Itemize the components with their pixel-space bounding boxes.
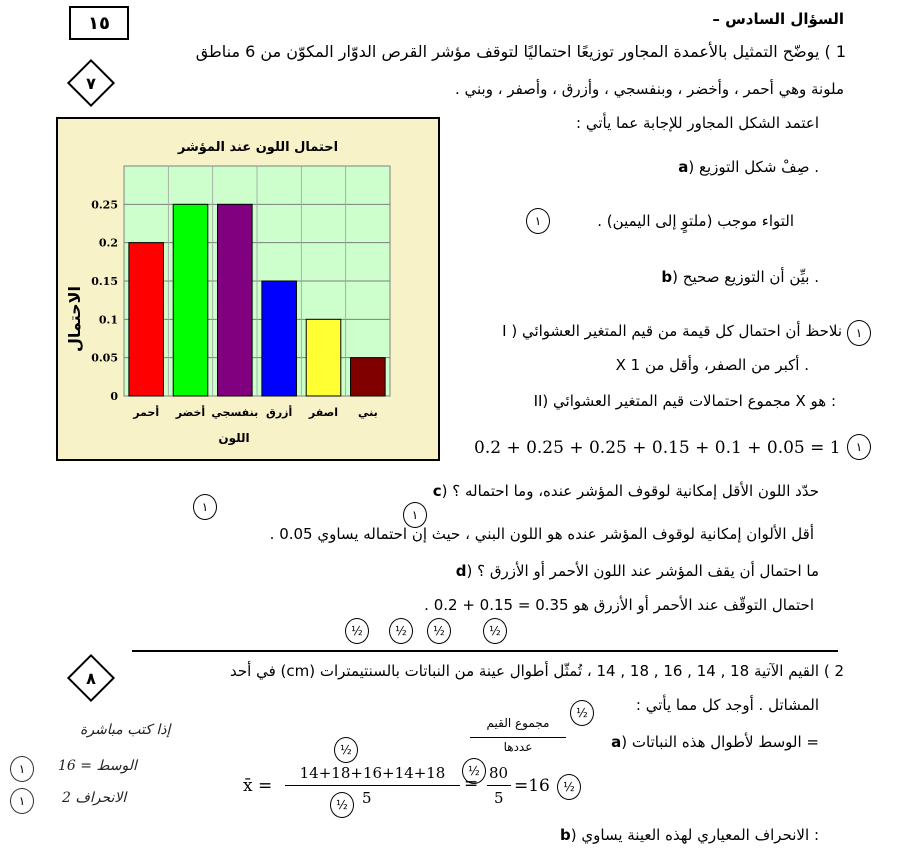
q2-b-text: ) الانحراف المعياري لهذه العينة يساوي :: [570, 826, 819, 844]
bar-chart: [56, 117, 440, 461]
x-tick-label: اصفر: [308, 406, 339, 419]
y-tick-label: 0.05: [91, 351, 118, 365]
q2-b-label: b: [560, 826, 571, 844]
chart-svg: [58, 119, 438, 459]
y-tick-labels: [91, 198, 118, 403]
bar-2: [218, 204, 253, 396]
half-mark-circle-icon: ½: [330, 792, 354, 818]
q1-b-i-cont: X أكبر من الصفر، وأقل من 1 .: [615, 356, 809, 374]
fraction-bar: [487, 785, 511, 786]
page-number: ١٥: [88, 12, 110, 34]
mean-result: =16: [514, 776, 550, 796]
x-tick-labels: [132, 405, 378, 419]
q1-a-text: ) صِفْ شكل التوزيع .: [688, 158, 819, 176]
section-divider: [132, 650, 838, 652]
q1-d-question: [456, 562, 819, 580]
handwritten-mark-circle-icon: ١: [10, 756, 34, 782]
q1-b-question: [661, 268, 819, 286]
q2-intro-line1: 2 ) القيم الآتية 18 , 14 , 16 , 18 , 14 ، تُمثّل أطوال عينة من النباتات بالسنتيمترات (cm) في أحد: [230, 662, 844, 680]
mark-value: ١: [855, 440, 863, 454]
q2-marks: ٨: [86, 668, 96, 688]
y-axis-label: الاحتمال: [65, 285, 84, 353]
fraction-bar: [285, 785, 460, 786]
q1-d-text: ) ما احتمال أن يقف المؤشر عند اللون الأحمر أو الأزرق ؟: [466, 562, 819, 580]
page-number-box: [69, 6, 129, 40]
mark-value: ١: [201, 500, 209, 514]
q1-d-label: d: [455, 562, 467, 580]
bar-3: [262, 281, 297, 396]
mark-value: ١: [855, 326, 863, 340]
q1-intro-line2: ملونة وهي أحمر ، وأخضر ، وبنفسجي ، وأزرق ، وأصفر ، وبني .: [454, 80, 844, 98]
handwritten-note-3: الانحراف 2: [62, 790, 127, 806]
q2-fraction-denominator: عددها: [503, 740, 533, 754]
q1-c-label: c: [432, 482, 442, 500]
x-tick-label: أحمر: [133, 406, 160, 419]
q1-c-text: ) حدّد اللون الأقل إمكانية لوقوف المؤشر عنده، وما احتماله ؟: [441, 482, 819, 500]
q1-intro-line3: اعتمد الشكل المجاور للإجابة عما يأتي :: [576, 114, 819, 132]
q1-a-label: a: [678, 158, 689, 176]
q1-d-answer: احتمال التوقّف عند الأحمر أو الأزرق هو 0.35 = 0.15 + 0.2 .: [424, 596, 814, 614]
fraction-bar: [470, 737, 566, 738]
mean-denominator-2: 5: [494, 789, 504, 807]
half-mark-circle-icon: ½: [427, 618, 451, 644]
mean-denominator: 5: [362, 789, 372, 807]
half-mark-circle-icon: ½: [462, 758, 486, 784]
handwritten-note-2: الوسط = 16: [58, 758, 137, 774]
mean-numerator-2: 80: [489, 764, 509, 782]
half-mark-circle-icon: ½: [570, 700, 594, 726]
half-mark-circle-icon: ½: [557, 774, 581, 800]
mark-value: ١: [534, 214, 542, 228]
mean-numerator: 14+18+16+14+18: [299, 764, 446, 782]
mark-circle-icon: [193, 494, 217, 520]
mark-circle-icon: [847, 434, 871, 460]
x-tick-label: بني: [357, 406, 378, 419]
mark-circle-icon: [847, 320, 871, 346]
y-tick-label: 0.2: [98, 236, 118, 250]
q1-a-answer: التواء موجب (ملتوٍ إلى اليمين) .: [597, 212, 794, 230]
q1-a-question: [678, 158, 819, 176]
q1-intro-line1: 1 ) يوضّح التمثيل بالأعمدة المجاور توزيعًا احتماليًا لتوقف مؤشر القرص الدوّار المكوّن من 6 مناطق: [195, 42, 846, 61]
mark-value: ١: [411, 508, 419, 522]
handwritten-mark-circle-icon: ١: [10, 788, 34, 814]
q1-b-i: I ) نلاحظ أن احتمال كل قيمة من قيم المتغير العشوائي: [502, 322, 842, 340]
q2-intro-line2: المشاتل . أوجد كل مما يأتي :: [635, 696, 819, 714]
q2-a-question: [611, 733, 819, 751]
x-axis-label: اللون: [218, 431, 250, 445]
x-tick-label: أخضر: [175, 406, 206, 419]
half-mark-circle-icon: ½: [389, 618, 413, 644]
y-tick-label: 0.25: [91, 198, 118, 212]
half-mark-circle-icon: ½: [345, 618, 369, 644]
q1-c-question: [433, 482, 819, 500]
equals-sign: =: [464, 774, 479, 794]
q1-marks-diamond: [68, 60, 114, 106]
q2-a-label: a: [611, 733, 622, 751]
q2-a-text: ) الوسط لأطوال هذه النباتات =: [621, 733, 819, 751]
q1-b-sum: 0.2 + 0.25 + 0.25 + 0.15 + 0.1 + 0.05 = 1: [474, 438, 841, 458]
handwritten-note-1: إذا كتب مباشرة: [80, 722, 171, 738]
q1-b-text: ) بيِّن أن التوزيع صحيح .: [672, 268, 819, 286]
x-bar-symbol: x̄ =: [243, 776, 273, 796]
q1-c-answer: أقل الألوان إمكانية لوقوف المؤشر عنده هو اللون البني ، حيث إن احتماله يساوي 0.05 .: [269, 525, 814, 543]
bar-4: [306, 319, 341, 396]
q2-b-question: [560, 826, 819, 844]
q1-b-ii: II) مجموع احتمالات قيم المتغير العشوائي X هو :: [533, 392, 836, 410]
half-mark-circle-icon: ½: [483, 618, 507, 644]
chart-title: احتمال اللون عند المؤشر: [177, 140, 339, 155]
bar-1: [173, 204, 208, 396]
half-mark-circle-icon: ½: [334, 737, 358, 763]
q2-fraction-numerator: مجموع القيم: [486, 716, 550, 730]
bar-0: [129, 243, 164, 396]
y-tick-label: 0.1: [98, 313, 118, 327]
q2-marks-diamond: [68, 655, 114, 701]
y-tick-label: 0: [110, 390, 118, 403]
y-tick-label: 0.15: [91, 275, 118, 288]
q1-b-label: b: [661, 268, 673, 286]
bar-5: [351, 358, 386, 396]
x-tick-label: أزرق: [266, 406, 293, 419]
question-title: السؤال السادس –: [712, 10, 844, 28]
x-tick-label: بنفسجي: [211, 406, 259, 419]
mark-circle-icon: [526, 208, 550, 234]
q1-marks: ٧: [86, 73, 96, 93]
